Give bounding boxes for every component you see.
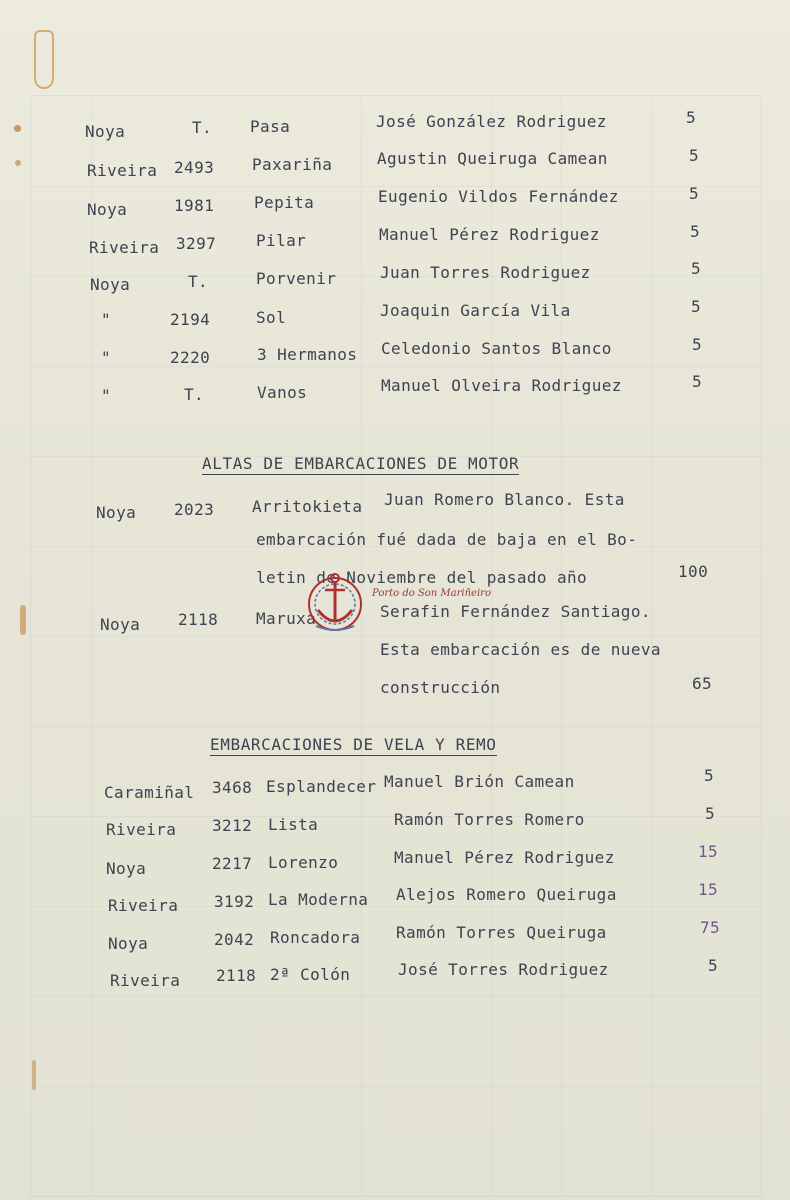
- boat-name-cell: Maruxa: [256, 609, 317, 628]
- amount-cell: 5: [691, 259, 702, 278]
- boat-name-cell: Vanos: [257, 383, 308, 402]
- port-cell: Noya: [85, 122, 126, 141]
- number-cell: 2493: [174, 158, 215, 177]
- amount-cell: 5: [690, 222, 701, 241]
- boat-name-cell: Arritokieta: [252, 497, 363, 516]
- ditto-cell: ": [101, 348, 112, 367]
- port-cell: Riveira: [106, 820, 177, 839]
- boat-name-cell: 3 Hermanos: [257, 345, 358, 364]
- owner-cell: José Torres Rodriguez: [398, 960, 609, 979]
- owner-cell: Eugenio Vildos Fernández: [378, 187, 619, 206]
- port-cell: Noya: [106, 859, 147, 878]
- number-cell: 3192: [214, 892, 255, 911]
- number-cell: 2118: [216, 966, 257, 985]
- amount-cell: 5: [705, 804, 716, 823]
- amount-cell: 5: [689, 184, 700, 203]
- amount-cell: 100: [678, 562, 709, 581]
- boat-name-cell: Porvenir: [256, 269, 337, 288]
- section-heading-sail-oar: EMBARCACIONES DE VELA Y REMO: [210, 735, 497, 754]
- port-cell: Riveira: [89, 238, 160, 257]
- ditto-cell: ": [101, 310, 112, 329]
- boat-name-cell: La Moderna: [268, 890, 369, 909]
- number-cell: 2220: [170, 348, 211, 367]
- amount-cell: 5: [708, 956, 719, 975]
- amount-cell: 75: [700, 918, 721, 937]
- amount-cell: 5: [704, 766, 715, 785]
- ditto-cell: ": [101, 386, 112, 405]
- section-heading-motor: ALTAS DE EMBARCACIONES DE MOTOR: [202, 454, 520, 473]
- anchor-stamp-icon: [300, 560, 370, 640]
- number-cell: 1981: [174, 196, 215, 215]
- owner-cell: Manuel Olveira Rodriguez: [381, 376, 622, 395]
- number-cell: 2194: [170, 310, 211, 329]
- port-cell: Noya: [100, 615, 141, 634]
- owner-cell: Agustin Queiruga Camean: [377, 149, 608, 168]
- number-cell: T.: [192, 118, 213, 137]
- amount-cell: 5: [691, 297, 702, 316]
- rust-stain: [15, 160, 21, 166]
- number-cell: 2118: [178, 610, 219, 629]
- number-cell: 2042: [214, 930, 255, 949]
- owner-cell: Ramón Torres Queiruga: [396, 923, 607, 942]
- owner-cell: Joaquin García Vila: [380, 301, 571, 320]
- rust-stain: [20, 605, 26, 635]
- number-cell: T.: [184, 385, 205, 404]
- note-line: letin de Noviembre del pasado año: [256, 568, 588, 587]
- owner-cell: Manuel Brión Camean: [384, 772, 575, 791]
- port-cell: Caramiñal: [104, 783, 195, 802]
- port-cell: Riveira: [110, 971, 181, 990]
- number-cell: T.: [188, 272, 209, 291]
- number-cell: 2217: [212, 854, 253, 873]
- amount-cell: 5: [692, 335, 703, 354]
- amount-cell: 65: [692, 674, 713, 693]
- port-cell: Riveira: [108, 896, 179, 915]
- port-cell: Noya: [108, 934, 149, 953]
- note-line: Esta embarcación es de nueva: [380, 640, 661, 659]
- port-cell: Riveira: [87, 161, 158, 180]
- owner-cell: Juan Torres Rodriguez: [380, 263, 591, 282]
- owner-cell: Ramón Torres Romero: [394, 810, 585, 829]
- owner-cell: José González Rodriguez: [376, 112, 607, 131]
- owner-cell: Alejos Romero Queiruga: [396, 885, 617, 904]
- number-cell: 3468: [212, 778, 253, 797]
- boat-name-cell: Sol: [256, 308, 287, 327]
- amount-cell: 5: [686, 108, 697, 127]
- boat-name-cell: Esplandecer: [266, 777, 377, 796]
- note-line: construcción: [380, 678, 501, 697]
- boat-name-cell: Lorenzo: [268, 853, 339, 872]
- number-cell: 2023: [174, 500, 215, 519]
- note-line: Juan Romero Blanco. Esta: [384, 490, 625, 509]
- rust-stain: [14, 125, 21, 132]
- boat-name-cell: Lista: [268, 815, 319, 834]
- boat-name-cell: Pasa: [250, 117, 291, 136]
- owner-cell: Celedonio Santos Blanco: [381, 339, 612, 358]
- amount-cell: 15: [698, 880, 719, 899]
- boat-name-cell: Pepita: [254, 193, 315, 212]
- boat-name-cell: 2ª Colón: [270, 965, 351, 984]
- boat-name-cell: Pilar: [256, 231, 307, 250]
- boat-name-cell: Roncadora: [270, 928, 361, 947]
- port-cell: Noya: [90, 275, 131, 294]
- amount-cell: 5: [689, 146, 700, 165]
- boat-name-cell: Paxariña: [252, 155, 333, 174]
- stamp-text: Porto do Son Mariñeiro: [372, 588, 491, 599]
- number-cell: 3212: [212, 816, 253, 835]
- port-cell: Noya: [96, 503, 137, 522]
- rust-stain: [34, 30, 54, 89]
- owner-cell: Manuel Pérez Rodriguez: [379, 225, 600, 244]
- amount-cell: 5: [692, 372, 703, 391]
- owner-cell: Manuel Pérez Rodriguez: [394, 848, 615, 867]
- amount-cell: 15: [698, 842, 719, 861]
- note-line: embarcación fué dada de baja en el Bo-: [256, 530, 638, 549]
- number-cell: 3297: [176, 234, 217, 253]
- port-cell: Noya: [87, 200, 128, 219]
- rust-stain: [32, 1060, 36, 1090]
- note-line: Serafin Fernández Santiago.: [380, 602, 651, 621]
